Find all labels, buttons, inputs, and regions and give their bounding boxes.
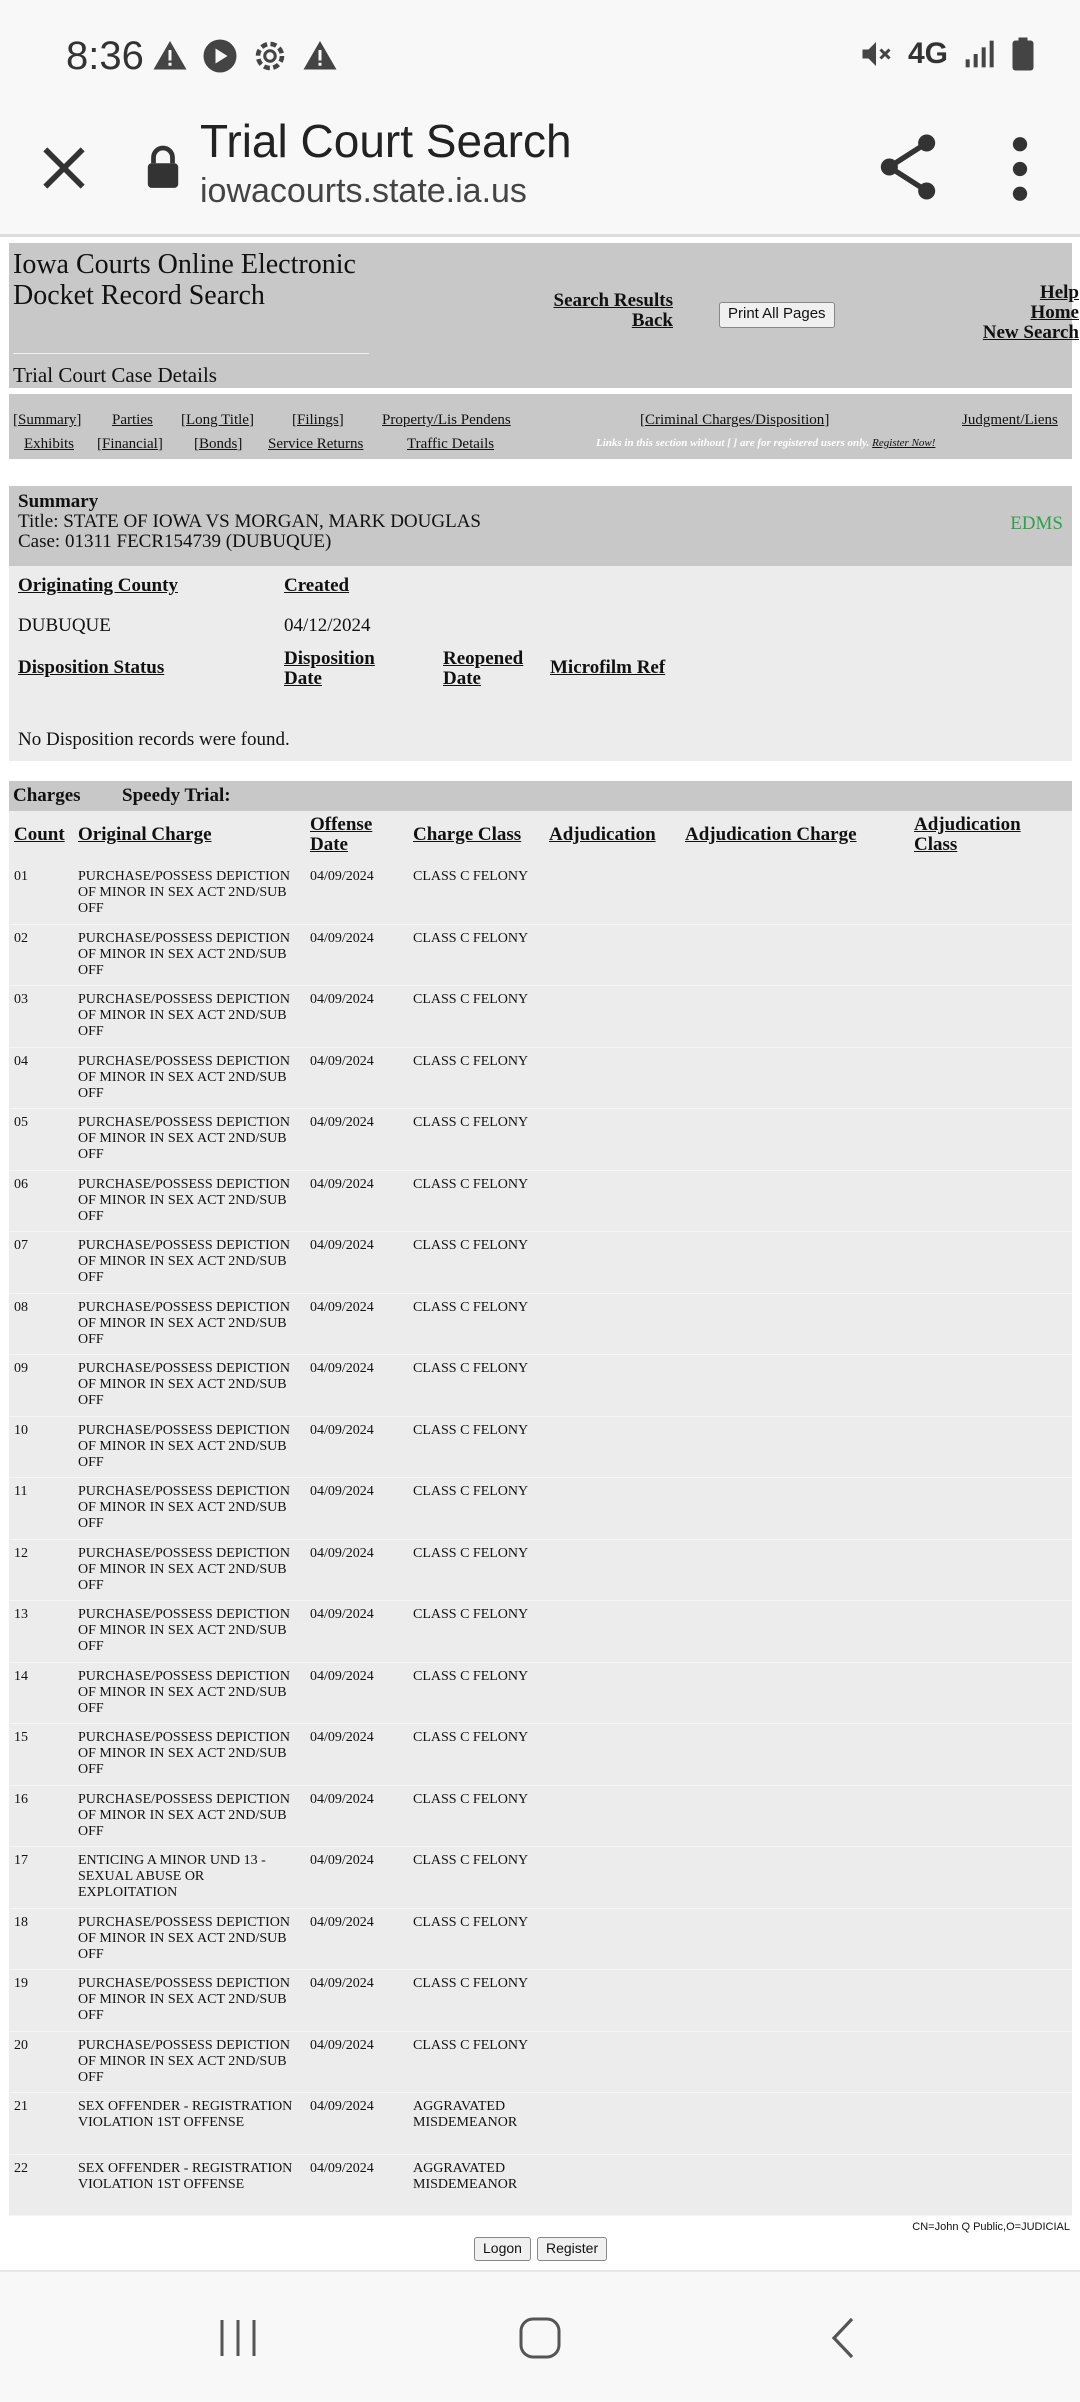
offense-date: 04/09/2024	[310, 992, 374, 1007]
system-icons	[858, 36, 1036, 72]
disposition-status-label: Disposition Status	[18, 657, 165, 678]
charge-count: 12	[14, 1545, 28, 1561]
charge-count: 18	[14, 1914, 28, 1930]
original-charge: PURCHASE/POSSESS DEPICTION OF MINOR IN SEX ACT 2ND/SUB OFF	[78, 992, 290, 1039]
charge-class: CLASS C FELONY	[413, 1607, 529, 1622]
table-row	[9, 1724, 1072, 1786]
charge-class: CLASS C FELONY	[413, 1484, 529, 1499]
original-charge: PURCHASE/POSSESS DEPICTION OF MINOR IN SEX ACT 2ND/SUB OFF	[78, 1791, 290, 1839]
charge-class: CLASS C FELONY	[413, 1176, 529, 1192]
table-row	[9, 1847, 1072, 1909]
charge-class: CLASS C FELONY	[413, 1668, 529, 1684]
charge-class: CLASS C FELONY	[413, 992, 529, 1007]
tab-parties[interactable]: Parties	[112, 412, 153, 428]
charge-class: CLASS C FELONY	[413, 1115, 529, 1130]
charge-count: 06	[14, 1176, 28, 1192]
charge-count: 22	[14, 2160, 28, 2176]
help-link[interactable]: Help	[1039, 282, 1079, 303]
charge-count: 05	[14, 1115, 28, 1130]
offense-date: 04/09/2024	[310, 1361, 374, 1376]
offense-date: 04/09/2024	[310, 1730, 374, 1745]
col-adjudication: Adjudication	[549, 824, 656, 845]
tab-judgment[interactable]: Judgment/Liens	[962, 412, 1058, 428]
charge-count: 19	[14, 1976, 28, 1991]
charge-count: 11	[14, 1484, 28, 1499]
created-value: 04/12/2024	[284, 615, 371, 636]
charge-count: 04	[14, 1053, 28, 1069]
original-charge: ENTICING A MINOR UND 13 - SEXUAL ABUSE OR EXPLOITATION	[78, 1853, 266, 1900]
table-row	[9, 1663, 1072, 1725]
offense-date: 04/09/2024	[310, 1545, 374, 1561]
mute-icon	[858, 36, 894, 72]
original-charge: PURCHASE/POSSESS DEPICTION OF MINOR IN SEX ACT 2ND/SUB OFF	[78, 1422, 290, 1470]
offense-date: 04/09/2024	[310, 1791, 374, 1807]
network-type: 4G	[907, 37, 948, 70]
original-charge: PURCHASE/POSSESS DEPICTION OF MINOR IN SEX ACT 2ND/SUB OFF	[78, 1176, 290, 1224]
tab-service-returns[interactable]: Service Returns	[268, 436, 364, 452]
table-row	[9, 1478, 1072, 1540]
charges-table-header	[9, 811, 1072, 863]
tab-bonds[interactable]: [Bonds]	[194, 436, 243, 452]
warning-icon	[302, 38, 338, 74]
table-row	[9, 1171, 1072, 1233]
offense-date: 04/09/2024	[310, 1607, 374, 1622]
site-title: Iowa Courts Online Electronic Docket Record Search	[13, 249, 356, 311]
table-row	[9, 1109, 1072, 1171]
table-row	[9, 863, 1072, 925]
table-row	[9, 1232, 1072, 1294]
originating-county-value: DUBUQUE	[18, 615, 111, 636]
table-row	[9, 925, 1072, 987]
offense-date: 04/09/2024	[310, 930, 374, 946]
tab-exhibits[interactable]: Exhibits	[24, 436, 75, 452]
table-row	[9, 986, 1072, 1048]
edms-link[interactable]: EDMS	[1010, 513, 1063, 534]
reopened-date-label: Reopened Date	[443, 648, 524, 689]
col-adjudication-class: Adjudication Class	[914, 814, 1021, 855]
close-icon[interactable]	[36, 140, 92, 196]
notification-icons	[152, 38, 338, 74]
offense-date: 04/09/2024	[310, 1914, 374, 1930]
tab-property[interactable]: Property/Lis Pendens	[382, 412, 511, 428]
original-charge: PURCHASE/POSSESS DEPICTION OF MINOR IN SEX ACT 2ND/SUB OFF	[78, 1730, 290, 1777]
charges-table-body	[9, 863, 1072, 2216]
logon-button[interactable]: Logon	[474, 2237, 531, 2261]
charge-class: CLASS C FELONY	[413, 1853, 529, 1868]
offense-date: 04/09/2024	[310, 1053, 374, 1069]
new-search-link[interactable]: New Search	[982, 322, 1079, 343]
charge-class: CLASS C FELONY	[413, 1730, 529, 1745]
share-icon[interactable]	[876, 132, 940, 202]
charge-count: 16	[14, 1791, 28, 1807]
signal-icon	[962, 38, 996, 70]
offense-date: 04/09/2024	[310, 1484, 374, 1499]
table-row	[9, 1417, 1072, 1479]
originating-county-label: Originating County	[18, 575, 178, 596]
site-header	[9, 243, 1079, 388]
tab-criminal-charges[interactable]: [Criminal Charges/Disposition]	[640, 412, 830, 428]
charge-class: CLASS C FELONY	[413, 1238, 529, 1253]
back-link[interactable]: Back	[631, 310, 673, 331]
offense-date: 04/09/2024	[310, 1299, 374, 1315]
offense-date: 04/09/2024	[310, 869, 374, 884]
charge-count: 14	[14, 1668, 28, 1684]
offense-date: 04/09/2024	[310, 1668, 374, 1684]
url-text[interactable]: iowacourts.state.ia.us	[200, 172, 527, 210]
table-row	[9, 1909, 1072, 1971]
original-charge: PURCHASE/POSSESS DEPICTION OF MINOR IN SEX ACT 2ND/SUB OFF	[78, 1053, 290, 1101]
offense-date: 04/09/2024	[310, 2037, 374, 2053]
charge-count: 03	[14, 992, 28, 1007]
charge-count: 08	[14, 1299, 28, 1315]
charge-count: 10	[14, 1422, 28, 1438]
original-charge: PURCHASE/POSSESS DEPICTION OF MINOR IN SEX ACT 2ND/SUB OFF	[78, 1545, 290, 1593]
charge-count: 20	[14, 2037, 28, 2053]
original-charge: PURCHASE/POSSESS DEPICTION OF MINOR IN SEX ACT 2ND/SUB OFF	[78, 1914, 290, 1962]
case-title: Title: STATE OF IOWA VS MORGAN, MARK DOUGLAS	[18, 511, 481, 532]
home-icon[interactable]	[518, 2316, 562, 2360]
charge-class: CLASS C FELONY	[413, 1545, 529, 1561]
charge-class: CLASS C FELONY	[413, 869, 529, 884]
status-time: 8:36	[66, 34, 144, 78]
offense-date: 04/09/2024	[310, 2160, 374, 2176]
original-charge: PURCHASE/POSSESS DEPICTION OF MINOR IN SEX ACT 2ND/SUB OFF	[78, 1976, 290, 2023]
lock-icon	[144, 144, 182, 190]
summary-heading: Summary	[18, 491, 99, 512]
offense-date: 04/09/2024	[310, 1853, 374, 1868]
charge-class: CLASS C FELONY	[413, 2037, 529, 2053]
print-all-button[interactable]: Print All Pages	[719, 302, 835, 328]
offense-date: 04/09/2024	[310, 1422, 374, 1438]
table-row	[9, 1294, 1072, 1356]
no-disposition-message: No Disposition records were found.	[18, 729, 290, 750]
original-charge: PURCHASE/POSSESS DEPICTION OF MINOR IN SEX ACT 2ND/SUB OFF	[78, 1299, 290, 1347]
charge-count: 21	[14, 2099, 28, 2114]
tab-filings[interactable]: [Filings]	[292, 412, 344, 428]
case-info	[9, 566, 1072, 761]
charge-class: CLASS C FELONY	[413, 1914, 529, 1930]
back-icon[interactable]	[826, 2316, 860, 2360]
offense-date: 04/09/2024	[310, 1176, 374, 1192]
table-row	[9, 1786, 1072, 1848]
registered-users-note: Links in this section without [ ] are for registered users only. Register Now!	[596, 437, 936, 449]
charge-class: AGGRAVATED MISDEMEANOR	[413, 2099, 518, 2130]
charge-count: 13	[14, 1607, 28, 1622]
speedy-trial-label: Speedy Trial:	[122, 785, 231, 806]
offense-date: 04/09/2024	[310, 1976, 374, 1991]
microfilm-ref-label: Microfilm Ref	[550, 657, 666, 678]
charge-class: CLASS C FELONY	[413, 1361, 529, 1376]
col-charge-class: Charge Class	[413, 824, 522, 845]
charges-heading-bar	[9, 781, 1072, 811]
more-menu-icon[interactable]	[1008, 136, 1032, 202]
original-charge: PURCHASE/POSSESS DEPICTION OF MINOR IN SEX ACT 2ND/SUB OFF	[78, 1361, 290, 1408]
play-icon	[202, 38, 238, 74]
original-charge: PURCHASE/POSSESS DEPICTION OF MINOR IN SEX ACT 2ND/SUB OFF	[78, 930, 290, 978]
table-row	[9, 2032, 1072, 2094]
table-row	[9, 1601, 1072, 1663]
created-label: Created	[284, 575, 350, 596]
table-row	[9, 2093, 1072, 2155]
tab-traffic-details[interactable]: Traffic Details	[407, 436, 495, 452]
search-results-link[interactable]: Search Results	[553, 290, 673, 311]
disposition-date-label: Disposition Date	[284, 648, 375, 689]
browser-toolbar	[0, 110, 1080, 237]
cert-info: CN=John Q Public,O=JUDICIAL	[912, 2221, 1070, 2233]
status-bar	[0, 0, 1080, 110]
page-subtitle: Trial Court Case Details	[13, 363, 217, 387]
original-charge: PURCHASE/POSSESS DEPICTION OF MINOR IN SEX ACT 2ND/SUB OFF	[78, 1607, 290, 1654]
col-original-charge: Original Charge	[78, 824, 212, 845]
col-adjudication-charge: Adjudication Charge	[685, 824, 857, 845]
case-summary	[9, 486, 1072, 566]
charge-class: CLASS C FELONY	[413, 1299, 529, 1315]
help-nav	[929, 283, 1079, 343]
offense-date: 04/09/2024	[310, 1238, 374, 1253]
case-number: Case: 01311 FECR154739 (DUBUQUE)	[18, 531, 332, 552]
table-row	[9, 2155, 1072, 2217]
offense-date: 04/09/2024	[310, 1115, 374, 1130]
table-row	[9, 1540, 1072, 1602]
register-button[interactable]: Register	[537, 2237, 607, 2261]
register-now-link[interactable]: Register Now!	[872, 437, 936, 449]
charge-count: 17	[14, 1853, 28, 1868]
original-charge: PURCHASE/POSSESS DEPICTION OF MINOR IN SEX ACT 2ND/SUB OFF	[78, 1238, 290, 1285]
charge-class: CLASS C FELONY	[413, 1053, 529, 1069]
original-charge: PURCHASE/POSSESS DEPICTION OF MINOR IN SEX ACT 2ND/SUB OFF	[78, 1115, 290, 1162]
charges-heading: Charges	[13, 785, 81, 806]
case-tabs	[9, 394, 1072, 459]
charge-class: AGGRAVATED MISDEMEANOR	[413, 2160, 518, 2192]
charge-count: 02	[14, 930, 28, 946]
original-charge: PURCHASE/POSSESS DEPICTION OF MINOR IN SEX ACT 2ND/SUB OFF	[78, 2037, 290, 2085]
original-charge: SEX OFFENDER - REGISTRATION VIOLATION 1ST OFFENSE	[78, 2099, 293, 2130]
table-row	[9, 1355, 1072, 1417]
page-title: Trial Court Search	[200, 115, 572, 167]
original-charge: PURCHASE/POSSESS DEPICTION OF MINOR IN SEX ACT 2ND/SUB OFF	[78, 869, 290, 916]
original-charge: PURCHASE/POSSESS DEPICTION OF MINOR IN SEX ACT 2ND/SUB OFF	[78, 1484, 290, 1531]
charge-class: CLASS C FELONY	[413, 1422, 529, 1438]
charge-class: CLASS C FELONY	[413, 1976, 529, 1991]
recent-apps-icon[interactable]	[216, 2316, 260, 2360]
table-row	[9, 1048, 1072, 1110]
col-offense-date: Offense Date	[310, 814, 373, 855]
charge-count: 15	[14, 1730, 28, 1745]
charge-count: 01	[14, 869, 28, 884]
charge-class: CLASS C FELONY	[413, 930, 529, 946]
charge-count: 07	[14, 1238, 28, 1253]
charge-class: CLASS C FELONY	[413, 1791, 529, 1807]
gear-icon	[252, 38, 288, 74]
tab-financial[interactable]: [Financial]	[97, 436, 163, 452]
home-link[interactable]: Home	[1030, 302, 1079, 323]
web-page	[0, 237, 1080, 2267]
system-navigation-bar	[0, 2270, 1080, 2402]
charge-count: 09	[14, 1361, 28, 1376]
tab-summary[interactable]: [Summary]	[13, 412, 82, 428]
tab-long-title[interactable]: [Long Title]	[181, 412, 254, 428]
warning-icon	[152, 38, 188, 74]
col-count: Count	[14, 824, 65, 845]
offense-date: 04/09/2024	[310, 2099, 374, 2114]
search-nav	[533, 291, 673, 331]
original-charge: SEX OFFENDER - REGISTRATION VIOLATION 1ST OFFENSE	[78, 2160, 293, 2192]
original-charge: PURCHASE/POSSESS DEPICTION OF MINOR IN SEX ACT 2ND/SUB OFF	[78, 1668, 290, 1716]
divider	[13, 353, 369, 354]
table-row	[9, 1970, 1072, 2032]
battery-icon	[1010, 36, 1036, 72]
